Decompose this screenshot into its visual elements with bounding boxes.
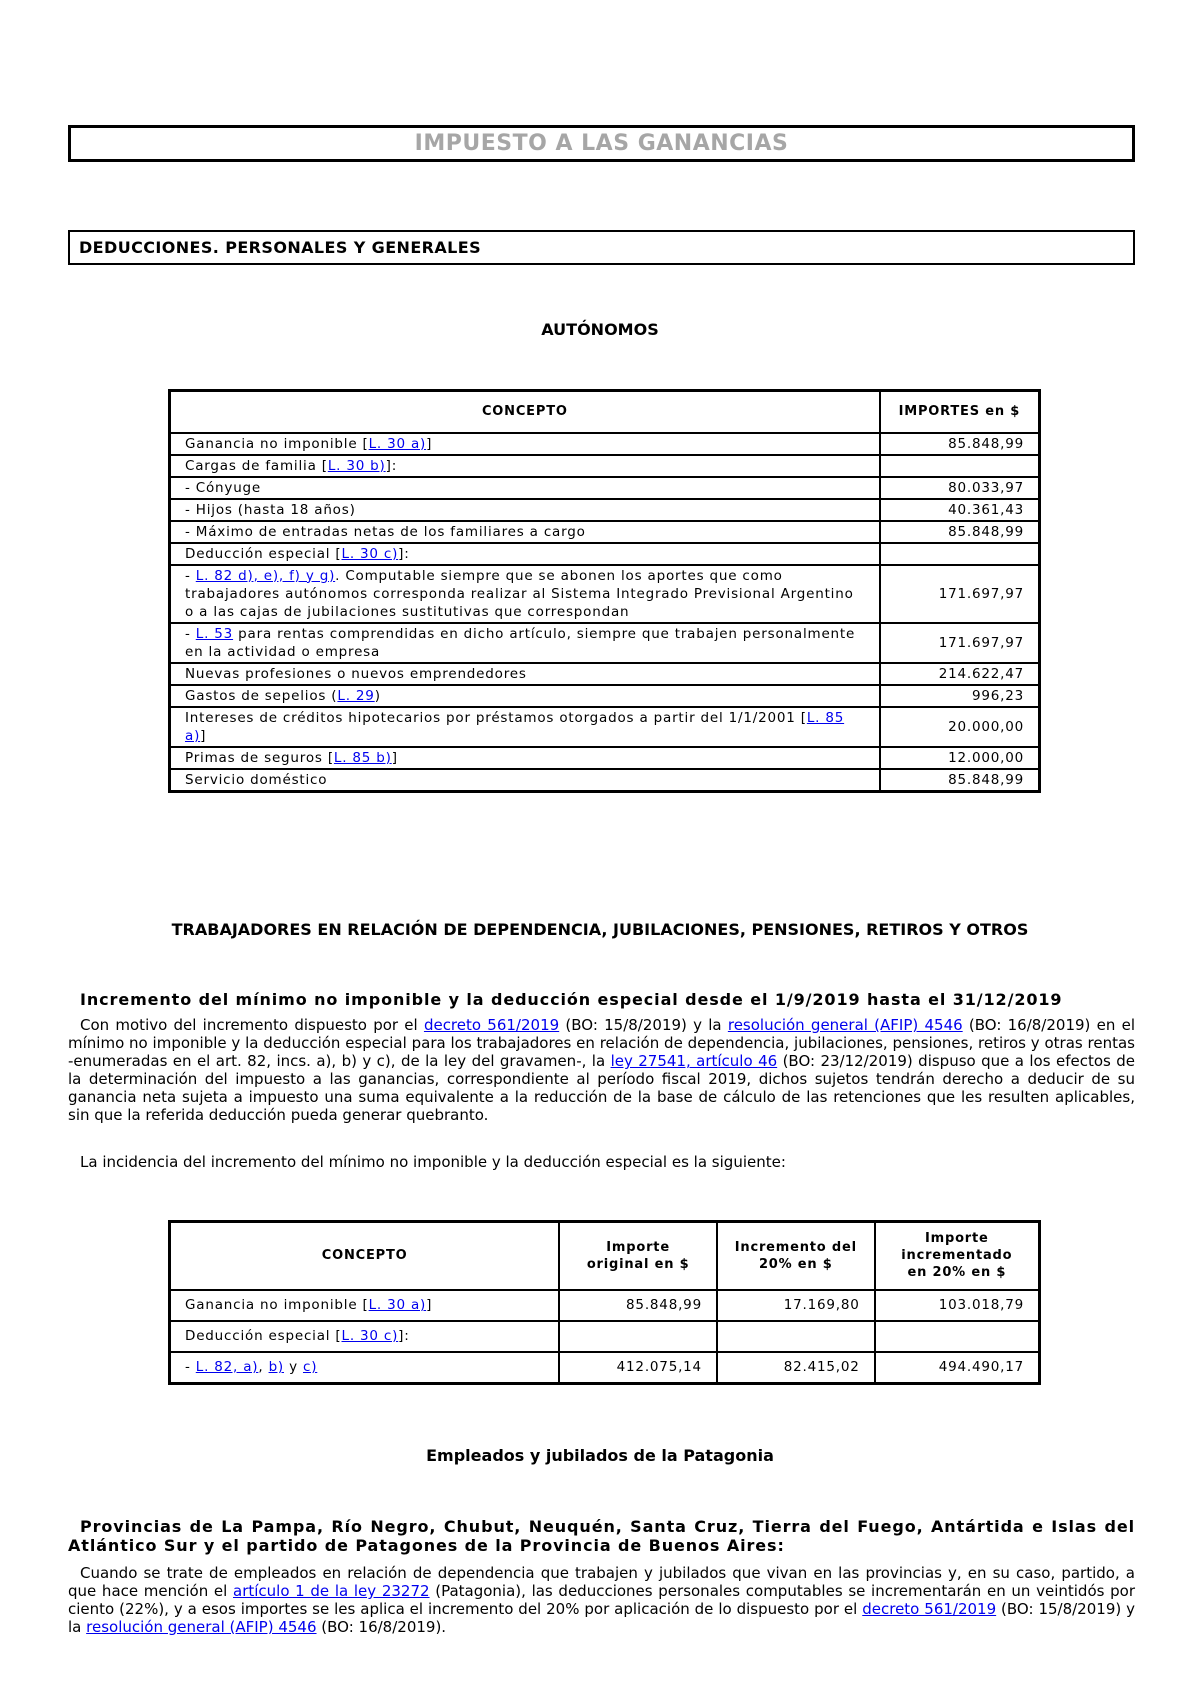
- incrementado-header: Importe incrementado en 20% en $: [875, 1222, 1040, 1290]
- amount-cell: 80.033,97: [880, 477, 1040, 499]
- resolucion-link[interactable]: resolución general (AFIP) 4546: [86, 1618, 317, 1636]
- table-row: [170, 455, 1040, 477]
- patagonia-paragraph: Cuando se trate de empleados en relación de dependencia que trabajen y jubilados que vivan en las provincias y, en su caso, partido, a que hace mención el artículo 1 de la ley 23272 (Patagonia), las deducciones personales computables se incrementarán en un veintidós por ciento (22%), y a esos importes se les aplica el incremento del 20% por aplicación de lo dispuesto por el decreto 561/2019 (BO: 15/8/2019) y la resolución general (AFIP) 4546 (BO: 16/8/2019).: [68, 1564, 1136, 1636]
- section-title: DEDUCCIONES. PERSONALES Y GENERALES: [68, 230, 1135, 265]
- incremento-cell: [717, 1321, 875, 1352]
- law-link[interactable]: L. 30 c): [341, 1328, 399, 1344]
- law-link[interactable]: L. 30 c): [341, 545, 399, 562]
- decreto-link[interactable]: decreto 561/2019: [423, 1016, 560, 1034]
- incremento-heading: Incremento del mínimo no imponible y la deducción especial desde el 1/9/2019 hasta el 31/12/2019: [80, 990, 1063, 1009]
- concepto-cell: Ganancia no imponible [L. 30 a)]: [170, 433, 880, 455]
- patagonia-subheading: Provincias de La Pampa, Río Negro, Chubut, Neuquén, Santa Cruz, Tierra del Fuego, Antártida e Islas del Atlántico Sur y el partido de Patagones de la Provincia de Buenos Aires:: [68, 1517, 1135, 1555]
- table-row: [170, 565, 1040, 623]
- law-link[interactable]: L. 30 b): [327, 457, 386, 474]
- concepto-cell: Deducción especial [L. 30 c)]:: [170, 543, 880, 565]
- amount-cell: 171.697,97: [880, 565, 1040, 623]
- table-header-row: [170, 1222, 1040, 1290]
- concepto-cell: Cargas de familia [L. 30 b)]:: [170, 455, 880, 477]
- concepto-cell: - Cónyuge: [170, 477, 880, 499]
- table-row: [170, 663, 1040, 685]
- autonomos-heading: AUTÓNOMOS: [541, 320, 659, 339]
- concepto-header: CONCEPTO: [170, 391, 880, 433]
- decreto-link[interactable]: decreto 561/2019: [862, 1600, 997, 1618]
- table-row: [170, 623, 1040, 663]
- concepto-cell: Deducción especial [L. 30 c)]:: [170, 1321, 560, 1352]
- table-row: [170, 769, 1040, 792]
- law-link[interactable]: L. 82, a): [195, 1359, 259, 1375]
- table-row: [170, 1321, 1040, 1352]
- law-link[interactable]: c): [302, 1359, 318, 1375]
- amount-cell: 996,23: [880, 685, 1040, 707]
- resolucion-link[interactable]: resolución general (AFIP) 4546: [727, 1016, 963, 1034]
- amount-cell: 12.000,00: [880, 747, 1040, 769]
- incremento-cell: 17.169,80: [717, 1290, 875, 1321]
- ley-link[interactable]: artículo 1 de la ley 23272: [233, 1582, 430, 1600]
- amount-cell: 214.622,47: [880, 663, 1040, 685]
- concepto-cell: - L. 53 para rentas comprendidas en dicho artículo, siempre que trabajen personalmente en la actividad o empresa: [170, 623, 880, 663]
- concepto-cell: Intereses de créditos hipotecarios por préstamos otorgados a partir del 1/1/2001 [L. 85 a)]: [170, 707, 880, 747]
- amount-cell: 20.000,00: [880, 707, 1040, 747]
- table-row: [170, 521, 1040, 543]
- table-row: [170, 1352, 1040, 1384]
- table-row: [170, 543, 1040, 565]
- incrementado-cell: 494.490,17: [875, 1352, 1040, 1384]
- law-link[interactable]: L. 82 d), e), f) y g): [195, 567, 336, 584]
- importe-header: IMPORTES en $: [880, 391, 1040, 433]
- amount-cell: 40.361,43: [880, 499, 1040, 521]
- table-row: [170, 1290, 1040, 1321]
- incremento-table: [168, 1220, 1041, 1385]
- concepto-cell: Servicio doméstico: [170, 769, 880, 792]
- concepto-cell: - Hijos (hasta 18 años): [170, 499, 880, 521]
- concepto-cell: - L. 82 d), e), f) y g). Computable siempre que se abonen los aportes que como trabajadores autónomos corresponda realizar al Sistema Integrado Previsional Argentino o a las cajas de jubilaciones sustitutivas que correspondan: [170, 565, 880, 623]
- amount-cell: 85.848,99: [880, 769, 1040, 792]
- concepto-cell: - Máximo de entradas netas de los familiares a cargo: [170, 521, 880, 543]
- table-row: [170, 433, 1040, 455]
- amount-cell: [880, 455, 1040, 477]
- dependencia-heading: TRABAJADORES EN RELACIÓN DE DEPENDENCIA, JUBILACIONES, PENSIONES, RETIROS Y OTROS: [171, 920, 1029, 939]
- concepto-cell: Ganancia no imponible [L. 30 a)]: [170, 1290, 560, 1321]
- law-link[interactable]: L. 30 a): [368, 435, 427, 452]
- amount-cell: 85.848,99: [880, 521, 1040, 543]
- concepto-header: CONCEPTO: [170, 1222, 560, 1290]
- incremento-header: Incremento del 20% en $: [717, 1222, 875, 1290]
- original-cell: 412.075,14: [559, 1352, 717, 1384]
- document-title: IMPUESTO A LAS GANANCIAS: [68, 125, 1135, 162]
- table-header-row: [170, 391, 1040, 433]
- original-cell: [559, 1321, 717, 1352]
- original-cell: 85.848,99: [559, 1290, 717, 1321]
- incrementado-cell: [875, 1321, 1040, 1352]
- incremento-paragraph: Con motivo del incremento dispuesto por el decreto 561/2019 (BO: 15/8/2019) y la resolución general (AFIP) 4546 (BO: 16/8/2019) en el mínimo no imponible y la deducción especial para los trabajadores en relación de dependencia, jubilaciones, pensiones, retiros y otras rentas -enumeradas en el art. 82, incs. a), b) y c), de la ley del gravamen-, la ley 27541, artículo 46 (BO: 23/12/2019) dispuso que a los efectos de la determinación del impuesto a las ganancias, correspondiente al período fiscal 2019, dichos sujetos tendrán derecho a deducir de su ganancia neta sujeta a impuesto una suma equivalente a la reducción de la base de cálculo de las retenciones que les resulten aplicables, sin que la referida deducción pueda generar quebranto.: [68, 1016, 1136, 1124]
- amount-cell: 171.697,97: [880, 623, 1040, 663]
- autonomos-table: [168, 389, 1041, 793]
- concepto-cell: - L. 82, a), b) y c): [170, 1352, 560, 1384]
- table-row: [170, 707, 1040, 747]
- law-link[interactable]: L. 53: [195, 625, 234, 642]
- incremento-cell: 82.415,02: [717, 1352, 875, 1384]
- concepto-cell: Primas de seguros [L. 85 b)]: [170, 747, 880, 769]
- table-row: [170, 499, 1040, 521]
- concepto-cell: Gastos de sepelios (L. 29): [170, 685, 880, 707]
- concepto-cell: Nuevas profesiones o nuevos emprendedores: [170, 663, 880, 685]
- law-link[interactable]: L. 29: [337, 687, 375, 704]
- law-link[interactable]: L. 85 b): [333, 749, 392, 766]
- law-link[interactable]: L. 85 a): [185, 709, 845, 744]
- amount-cell: 85.848,99: [880, 433, 1040, 455]
- patagonia-heading: Empleados y jubilados de la Patagonia: [426, 1446, 774, 1465]
- ley-link[interactable]: ley 27541, artículo 46: [610, 1052, 778, 1070]
- table-row: [170, 477, 1040, 499]
- table-row: [170, 747, 1040, 769]
- amount-cell: [880, 543, 1040, 565]
- law-link[interactable]: b): [268, 1359, 284, 1375]
- original-header: Importe original en $: [559, 1222, 717, 1290]
- law-link[interactable]: L. 30 a): [368, 1297, 427, 1313]
- incrementado-cell: 103.018,79: [875, 1290, 1040, 1321]
- table-row: [170, 685, 1040, 707]
- incidencia-paragraph: La incidencia del incremento del mínimo no imponible y la deducción especial es la siguiente:: [80, 1153, 786, 1171]
